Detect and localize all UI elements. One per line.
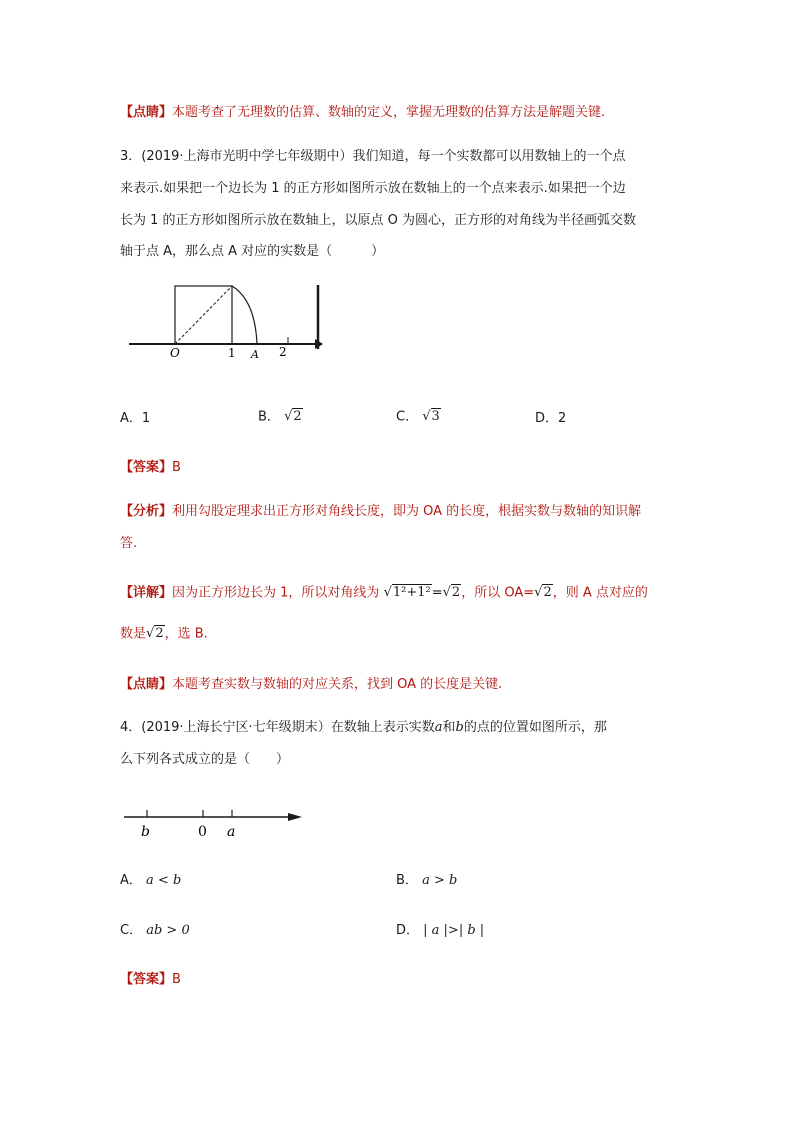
detail-eq: = <box>431 585 443 601</box>
q4-label-a: a <box>227 824 236 840</box>
answer-value: B <box>172 972 181 987</box>
q3-option-b-prefix: B． <box>258 409 280 425</box>
notes-tag: 【点睛】 <box>120 677 173 692</box>
q3-option-b-radicand: 2 <box>293 409 302 424</box>
q3-analysis-line-2: 答. <box>120 536 138 551</box>
detail-line2-rad: 2 <box>155 626 164 641</box>
q4-option-b-expr: a > b <box>422 873 458 888</box>
detail-line2-post: ，选 B. <box>164 626 208 642</box>
q3-analysis-line-1 <box>120 503 641 521</box>
q4-axis-arrow <box>288 813 302 821</box>
q4-label-b: b <box>141 824 150 840</box>
answer-tag: 【答案】 <box>120 460 173 475</box>
notes-tag: 【点睛】 <box>120 105 173 120</box>
q4-option-b-prefix: B． <box>396 873 418 888</box>
q3-answer <box>120 459 181 477</box>
q3-option-a: A．1 <box>120 411 151 426</box>
q3-stem-line-4: 轴于点 A，那么点 A 对应的实数是（ ） <box>120 244 385 259</box>
q3-stem-line-3: 长为 1 的正方形如图所示放在数轴上，以原点 O 为圆心，正方形的对角线为半径画弧交数 <box>120 213 637 228</box>
sqrt-symbol: √2 <box>534 585 552 600</box>
notes-paragraph-1 <box>120 104 605 122</box>
detail-tag: 【详解】 <box>120 585 173 601</box>
q4-var-a: a <box>434 720 443 735</box>
q4-option-d <box>396 922 484 940</box>
sqrt-symbol: √2 <box>284 409 302 424</box>
detail-rad2: 2 <box>543 585 552 600</box>
notes-text: 本题考查了无理数的估算、数轴的定义，掌握无理数的估算方法是解题关键. <box>172 105 606 120</box>
q3-option-c-prefix: C． <box>396 409 419 425</box>
q4-option-a-expr: a < b <box>146 873 182 888</box>
detail-post: ，则 A 点对应的 <box>552 585 648 601</box>
q3-detail-line-2 <box>120 625 208 644</box>
sqrt-symbol: √3 <box>422 409 440 424</box>
q3-label-a: A <box>251 348 259 361</box>
detail-expr: 1²+1² <box>392 585 431 600</box>
detail-rad: 2 <box>451 585 461 600</box>
q4-option-a <box>120 872 181 890</box>
q3-option-c <box>396 408 441 427</box>
q4-stem-mid: 和 <box>442 720 456 735</box>
q4-stem-line-2: 么下列各式成立的是（ ） <box>120 752 290 767</box>
q4-answer <box>120 971 181 989</box>
q4-option-d-prefix: D． <box>396 923 420 938</box>
sqrt-symbol: √2 <box>146 626 164 641</box>
q4-option-a-prefix: A． <box>120 873 142 888</box>
q3-notes <box>120 676 502 694</box>
analysis-text: 利用勾股定理求出正方形对角线长度，即为 OA 的长度，根据实数与数轴的知识解 <box>172 504 642 519</box>
detail-line2-pre: 数是 <box>120 626 147 642</box>
q4-var-b: b <box>455 720 464 735</box>
detail-mid: ，所以 OA= <box>461 585 535 601</box>
q4-number-line-figure <box>120 804 310 846</box>
q4-option-c-prefix: C． <box>120 923 143 938</box>
q3-diagonal <box>175 286 232 344</box>
sqrt-symbol: √1²+1² <box>383 585 431 600</box>
q3-detail-line-1 <box>120 584 648 603</box>
analysis-tag: 【分析】 <box>120 504 173 519</box>
q4-option-b <box>396 872 457 890</box>
q3-option-b <box>258 408 303 427</box>
q4-stem-line-1 <box>120 719 607 737</box>
q4-label-0: 0 <box>198 824 207 840</box>
q4-stem-pre: 4．(2019·上海长宁区·七年级期末）在数轴上表示实数 <box>120 720 435 735</box>
q3-option-d: D．2 <box>535 411 567 426</box>
answer-tag: 【答案】 <box>120 972 173 987</box>
q3-label-1: 1 <box>228 346 236 360</box>
answer-value: B <box>172 460 181 475</box>
q4-option-c <box>120 922 190 940</box>
detail-pre: 因为正方形边长为 1，所以对角线为 <box>172 585 380 601</box>
q3-option-c-radicand: 3 <box>431 409 440 424</box>
q4-option-c-expr: ab > 0 <box>146 923 190 938</box>
q3-stem-line-2: 来表示.如果把一个边长为 1 的正方形如图所示放在数轴上的一个点来表示.如果把一个边 <box>120 181 626 196</box>
q3-stem-line-1: 3．(2019·上海市光明中学七年级期中）我们知道，每一个实数都可以用数轴上的一个点 <box>120 149 626 164</box>
q4-stem-post: 的点的位置如图所示，那 <box>463 720 607 735</box>
q3-label-o: O <box>170 346 180 360</box>
q3-number-line-figure <box>125 282 325 362</box>
sqrt-symbol: √2 <box>442 585 461 600</box>
q4-option-d-expr: | a |>| b | <box>423 923 485 938</box>
q3-arc <box>232 286 257 344</box>
notes-text: 本题考查实数与数轴的对应关系，找到 OA 的长度是关键. <box>172 677 503 692</box>
q3-label-2: 2 <box>279 345 287 359</box>
